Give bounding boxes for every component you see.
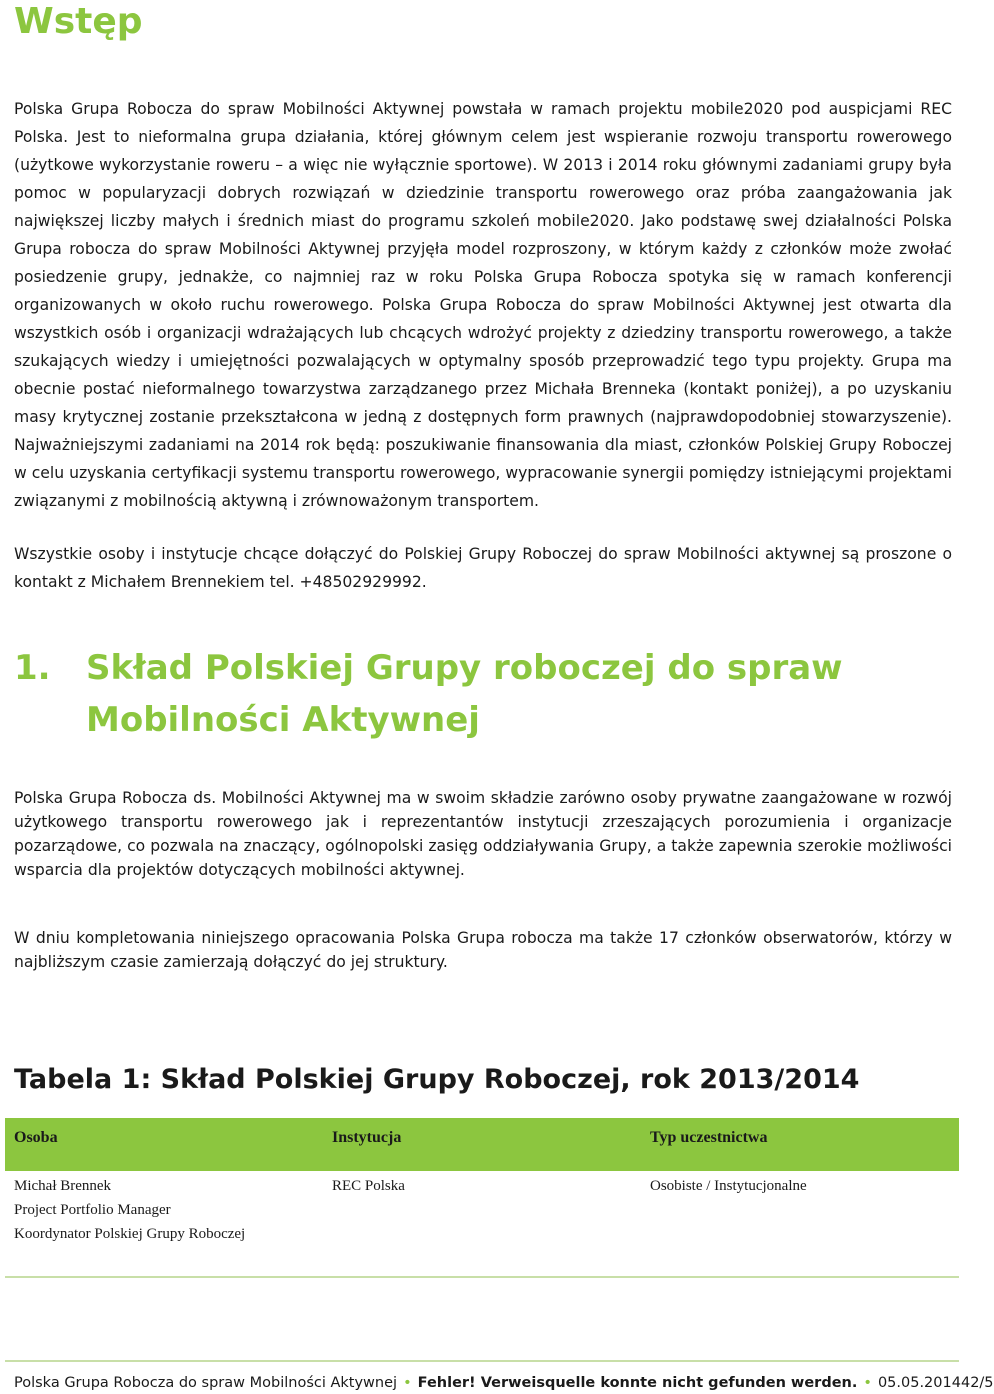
table-title: Tabela 1: Skład Polskiej Grupy Roboczej, rok 2013/2014	[14, 1064, 860, 1095]
footer-divider	[5, 1360, 959, 1362]
footer-date: 05.05.2014	[877, 1375, 961, 1391]
person-title: Koordynator Polskiej Grupy Roboczej	[14, 1226, 246, 1242]
section-number: 1.	[14, 648, 51, 688]
table-cell-person	[14, 1174, 245, 1246]
person-role: Project Portfolio Manager	[14, 1202, 171, 1218]
intro-paragraph-1: Polska Grupa Robocza do spraw Mobilności Aktywnej powstała w ramach projektu mobile2020 pod auspicjami REC Polska. Jest to nieformalna grupa działania, której głównym celem jest wspieranie rozwoju transportu rowerowego (użytkowe wykorzystanie roweru – a więc nie wyłącznie sportowe). W 2013 i 2014 roku głównymi zadaniami grupy była pomoc w popularyzacji dobrych rozwiązań w dziedzinie transportu rowerowego oraz próba zaangażowania jak największej liczby małych i średnich miast do programu szkoleń mobile2020. Jako podstawę swej działalności Polska Grupa robocza do spraw Mobilności Aktywnej przyjęła model rozproszony, w którym każdy z członków może zwołać posiedzenie grupy, jednakże, co najmniej raz w roku Polska Grupa Robocza spotyka się w ramach konferencji organizowanych w około ruchu rowerowego. Polska Grupa Robocza do spraw Mobilności Aktywnej jest otwarta dla wszystkich osób i organizacji wdrażających lub chcących wdrożyć projekty z dziedziny transportu rowerowego, a także szukających wiedzy i umiejętności pozwalających w optymalny sposób przeprowadzić tego typu projekty. Grupa ma obecnie postać nieformalnego towarzystwa zarządzanego przez Michała Brenneka (kontakt poniżej), a po uzyskaniu masy krytycznej zostanie przekształcona w jedną z dostępnych form prawnych (najprawdopodobniej stowarzyszenie). Najważniejszymi zadaniami na 2014 rok będą: poszukiwanie finansowania dla miast, członków Polskiej Grupy Roboczej w celu uzyskania certyfikacji systemu transportu rowerowego, wypracowanie synergii pomiędzy istniejącymi projektami związanymi z mobilnością aktywną i zrównoważonym transportem.	[14, 100, 952, 510]
table-cell-institution: REC Polska	[332, 1178, 405, 1194]
section-1-paragraph-1: Polska Grupa Robocza ds. Mobilności Aktywnej ma w swoim składzie zarówno osoby prywatne zaangażowane w rozwój użytkowego transportu rowerowego jak i reprezentantów instytucji zrzeszających porozumienia i organizacje pozarządowe, co pozwala na znaczący, ogólnopolski zasięg oddziaływania Grupy, a także zapewnia szerokie możliwości wsparcia dla projektów dotyczących mobilności aktywnej.	[14, 789, 952, 879]
table-header-institution: Instytucja	[332, 1129, 402, 1146]
intro-heading: Wstęp	[14, 1, 143, 42]
table-cell-participation: Osobiste / Instytucjonalne	[650, 1178, 807, 1194]
person-name: Michał Brennek	[14, 1178, 112, 1194]
footer-document-title: Polska Grupa Robocza do spraw Mobilności Aktywnej	[14, 1375, 398, 1391]
page-footer	[14, 1372, 994, 1394]
section-title-line-2: Mobilności Aktywnej	[86, 700, 480, 740]
bullet-icon: •	[403, 1375, 412, 1391]
footer-page-number: 42/5	[960, 1375, 994, 1391]
table-header-participation: Typ uczestnictwa	[650, 1129, 768, 1146]
intro-paragraph-2: Wszystkie osoby i instytucje chcące dołączyć do Polskiej Grupy Roboczej do spraw Mobilności aktywnej są proszone o kontakt z Michałem Brennekiem tel. +48502929992.	[14, 545, 952, 591]
table-header-row	[5, 1118, 959, 1171]
section-1-heading	[14, 642, 914, 746]
bullet-icon: •	[863, 1375, 872, 1391]
footer-reference-error: Fehler! Verweisquelle konnte nicht gefunden werden.	[417, 1375, 858, 1391]
section-1-paragraph-2: W dniu kompletowania niniejszego opracowania Polska Grupa robocza ma także 17 członków obserwatorów, którzy w najbliższym czasie zamierzają dołączyć do jej struktury.	[14, 929, 952, 971]
section-title-line-1: Skład Polskiej Grupy roboczej do spraw	[86, 648, 843, 688]
table-header-person: Osoba	[14, 1129, 58, 1146]
table-bottom-rule	[5, 1276, 959, 1278]
